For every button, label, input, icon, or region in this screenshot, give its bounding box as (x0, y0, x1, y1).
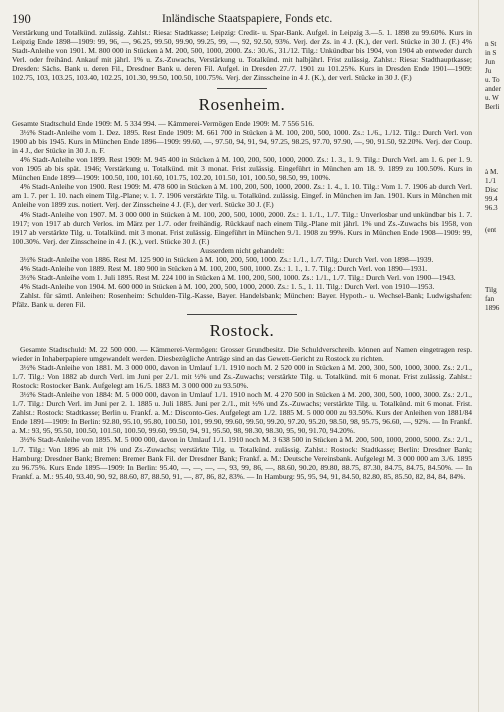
rosenheim-paragraph: 3½% Stadt-Anleihe von 1886. Rest M. 125 900 in Stücken à M. 100, 200, 500, 1000. Zs.: 1./1., 1./7. Tilg.: Durch Verl. von 1898—1939. (20, 254, 434, 264)
rosenheim-paragraph: Ausserdem nicht gehandelt: (199, 245, 285, 255)
rosenheim-paragraph: 4% Stadt-Anleihe von 1904. M. 600 000 in Stücken à M. 100, 200, 500, 1000, 2000. Zs.: 1. 5., 1. 11. Tilg.: Durch Verl. von 1910—1953. (20, 282, 435, 292)
facing-page-fragment: ander (485, 85, 501, 93)
rosenheim-paragraph: 4% Stadt-Anleihe von 1900. Rest 1909: M. 478 600 in Stücken à M. 100, 200, 500, 1000, 2000. Zs.: 1. 4., 1. 10. Tilg.: Vom 1. 7. 1906 ab durch Verl. am 1. 7. per 1. 10. nach einem Tilg.-Plane; v. 1. 7. 1906 verstärkte Tilg. u. Totalkünd. zulässig. Eingef. in München im Jan. 1901. Kurs in München mit Anleihe von 1899 zus. notiert. Verj. der Zinsscheine 4 J. (F.), der verl. Stücke 30 J. (F.) (12, 182, 472, 210)
rosenheim-paragraph: Zahlst. für sämtl. Anleihen: Rosenheim: Schulden-Tilg.-Kasse, Bayer. Handelsbank; München: Bayer. Hypoth.- u. Wechsel-Bank; Ludwigshafen: Pfälz. Bank u. deren Fil. (12, 291, 472, 310)
section-divider (187, 314, 297, 315)
facing-page-edge (478, 0, 504, 712)
facing-page-fragment: in S (485, 49, 497, 57)
facing-page-fragment: Disc (485, 186, 499, 194)
facing-page-fragment: 1./1 (485, 177, 496, 185)
facing-page-fragment: (ent (485, 226, 497, 234)
rosenheim-paragraph: 3½% Stadt-Anleihe vom 1. Dez. 1895. Rest Ende 1909: M. 661 700 in Stücken à M. 100, 200, 500, 1000. Zs.: 1./6., 1./12. Tilg.: Durch Verl. von 1900 ab bis 1945. Kurs in München Ende 1896—1909: 99.60, —, 97.50, 94, 91, 94, 97.25, 98.25, 97.70, 97.90, —, 90, 91.50, 92.20%. Verj. der Coup. in 4 J., der Stücke in 30 J. n. F. (12, 127, 472, 155)
section-heading-rostock: Rostock. (209, 320, 275, 340)
running-head-title: Inländische Staatspapiere, Fonds etc. (162, 13, 333, 25)
facing-page-fragment: 99.4 (485, 195, 498, 203)
rostock-paragraph: 3½% Stadt-Anleihe von 1884: M. 5 000 000, davon in Umlauf 1./1. 1910 noch M. 4 270 500 in Stücken à M. 200, 300, 500, 1000, 3000. Zs.: 2./1., 1./7. Tilg.: Durch Verl. im Juni per 2. 1. 1885 u. Juli 1885. Juni per 2./1., mit ½% und Zs.-Zuwachs; verstärkte Tilg. u. Totalkünd. mit 6 monat. Frist. Zahlst.: Rostock: Stadtkasse; Berlin u. Frankf. a. M.: Disconto-Ges. Aufgelegt am 1./2. 1885 M. 5 000 000 zu 93.50%. Kurs der Anleihen von 1881/84 Ende 1891—1909: In Berlin: 92.80, 95.10, 95.80, 100.50, 101, 99.90, 99.60, 99.50, 99.20, 97.20, 95.20, 98.50, 98, 95.75, 96.60, —, 92%. — In Frankf. a. M.: 93, 95, 95.50, 100.50, 101.50, 100.50, 99.60, 99.50, 94, 91, 95.50, 98, 98.30, 98.30, 95, 90, 91.70, 94.20%. (12, 390, 472, 436)
facing-page-fragment: Jun (485, 58, 495, 66)
facing-page-fragment: u. W (485, 94, 499, 102)
facing-page-fragment: à M. (485, 168, 499, 176)
rostock-paragraph: Gesamte Stadtschuld: M. 22 500 000. — Kämmerei-Vermögen: Grosser Grundbesitz. Die Schuldverschreib. können auf Namen eingetragen resp. wieder in Inhaberpapiere umgewandelt werden. Diesbezügliche Anträge sind an das Gewett-Gericht zu Rostock zu richten. (12, 344, 472, 363)
rosenheim-paragraph: 3½% Stadt-Anleihe vom 1. Juli 1895. Rest M. 224 100 in Stücken à M. 100, 200, 500, 1000. Zs.: 1./1., 1./7. Tilg.: Durch Verl. von 1900—1943. (20, 273, 456, 283)
rosenheim-paragraph: 4% Stadt-Anleihe von 1907. M. 3 000 000 in Stücken à M. 100, 200, 500, 1000, 2000. Zs.: 1. 1./1., 1./7. Tilg.: Unverlosbar und unkündbar bis 1. 7. 1917; von 1917 ab durch Verlos. im März per 1./7. oder freihändig. Rückkauf nach einem Tilg.-Plane mit jährl. 1% und Zs.-Zuwachs bis 1958, von 1917 ab verstärkte Tilg. u. Totalkünd. mit 3 monat. Frist zulässig. Eingeführt in München 9./1. 1908 zu 99%. Kurs in München Ende 1908—1909: 99, 100.30%. Verj. der Zinsscheine in 4 J. (K.), verl. Stücke 30 J. (F.) (12, 209, 472, 246)
section-heading-rosenheim: Rosenheim. (198, 94, 286, 114)
facing-page-fragment: 96.3 (485, 204, 498, 212)
facing-page-fragment: Ju (485, 67, 492, 75)
section-divider (217, 88, 267, 89)
rostock-paragraph: 3½% Stadt-Anleihe von 1895. M. 5 000 000, davon in Umlauf 1./1. 1910 noch M. 3 638 500 in Stücken à M. 200, 500, 1000, 2000, 5000. Zs.: 2./1., 1./7. Tilg.: Von 1896 ab mit 1% und Zs.-Zuwachs; verstärkte Tilg. u. Totalkünd. zulässig. Zahlst.: Rostock: Stadtkasse; Berlin: Dresdner Bank; Hamburg: Dresdner Bank; Bremen: Bremer Bank Fil. der Dresdner Bank; Frankf. a. M.: Deutsche Vereinsbank. Aufgelegt M. 3 000 000 am 3./6. 1895 zu 96.75%. Kurs Ende 1895—1909: In Berlin: 95.40, —, —, —, —, 93, 99, 86, —, 88.60, 90.20, 89.80, 88.75, 87.30, 84.75, 84.75, 84.50%. — In Frankf. a. M.: 95.40, 93.40, 90, 92, 88.60, 87, 88.50, 91, —, 87, 86, 82, 83%. — In Hamburg: 95, 95, 94, 91, 84.50, 82.80, 85, 85.50, 82, 84, 84, 84%. (12, 435, 472, 481)
page-number: 190 (12, 12, 31, 26)
rosenheim-paragraph: 4% Stadt-Anleihe von 1899. Rest 1909: M. 945 400 in Stücken à M. 100, 200, 500, 1000, 2000. Zs.: 1. 3., 1. 9. Tilg.: Durch Verl. am 1. 6. per 1. 9. von 1905 ab bis spät. 1946; Verstärkung u. Totalkünd. mit 3 monat. Frist zulässig. Eingeführt in München am 18. 9. 1899 zu 100.50%. Kurs in München Ende 1899—1909: 100.50, 100, 101.60, 101.75, 102.20, 101.50, 101, 100.50, 98.50, 99, 100%. (12, 154, 472, 183)
facing-page-fragment: Berli (485, 103, 500, 111)
rosenheim-paragraph: Gesamte Stadtschuld Ende 1909: M. 5 334 994. — Kämmerei-Vermögen Ende 1909: M. 7 556 516. (12, 118, 315, 128)
facing-page-fragment: u. To (485, 76, 500, 84)
running-head (12, 10, 472, 28)
facing-page-fragment: fan (485, 295, 495, 303)
continuation-paragraph: Verstärkung und Totalkünd. zulässig. Zahlst.: Riesa: Stadtkasse; Leipzig: Credit- u. Spar-Bank. Aufgel. in Leipzig 3.—5. 1. 1898 zu 99.60%. Kurs in Leipzig Ende 1898—1909: 99, 96, —, 96.25, 99.50, 99.90, 99.25, 99, —, 92, 92.50, 93%. Verj. der Zs. in 4 J. (K.), der verl. Stücke in 30 J. (F.) 4% Stadt-Anleihe von 1901. M. 800 000 in Stücken à M. 200, 500, 1000, 2000. Zs.: 30./6., 31./12. Tilg.: Unkündbar bis 1904, von 1904 ab entweder durch Verl. oder freihänd. Ankauf mit jährl. 1% u. Zs.-Zuwachs, Verstärkung u. Totalkünd. mit halbjährl. Frist zulässig. Zahlst.: Riesa: Stadthauptkasse; Dresden: Sächs. Bank u. deren Fil., Dresdner Bank u. deren Fil. Aufgel. in Dresden 27./7. 1901 zu 101.25%. Kurs in Dresden Ende 1901—1909: 102.75, 103, 103.25, 103.40, 102.25, 101.30, 99.50, 100.50, 100.75%. Verj. der Zinsscheine in 4 J. (K.), der verl. Stücke in 30 J. (F.) (12, 28, 472, 83)
facing-page-fragment: n St (485, 40, 497, 48)
facing-page-fragment: 1896 (485, 304, 500, 312)
rosenheim-paragraph: 4% Stadt-Anleihe von 1889. Rest M. 180 900 in Stücken à M. 100, 200, 500, 1000. Zs.: 1. 1., 1. 7. Tilg.: Durch Verl. von 1890—1931. (20, 264, 428, 274)
facing-page-fragment: Tilg (485, 286, 497, 294)
rostock-paragraph: 3½% Stadt-Anleihe von 1881. M. 3 000 000, davon in Umlauf 1./1. 1910 noch M. 2 520 000 in Stücken à M. 200, 300, 500, 1000, 3000. Zs.: 2./1., 1./7. Tilg.: Von 1882 ab durch Verl. im Juni per 2./1. mit ½% und Zs.-Zuwachs; verstärkte Tilg. u. Totalkünd. mit 6 monat. Frist zulässig. Zahlst.: Rostock: Rostocker Bank. Aufgelegt am 16./5. 1883 M. 3 000 000 zu 93.50%. (12, 362, 472, 390)
